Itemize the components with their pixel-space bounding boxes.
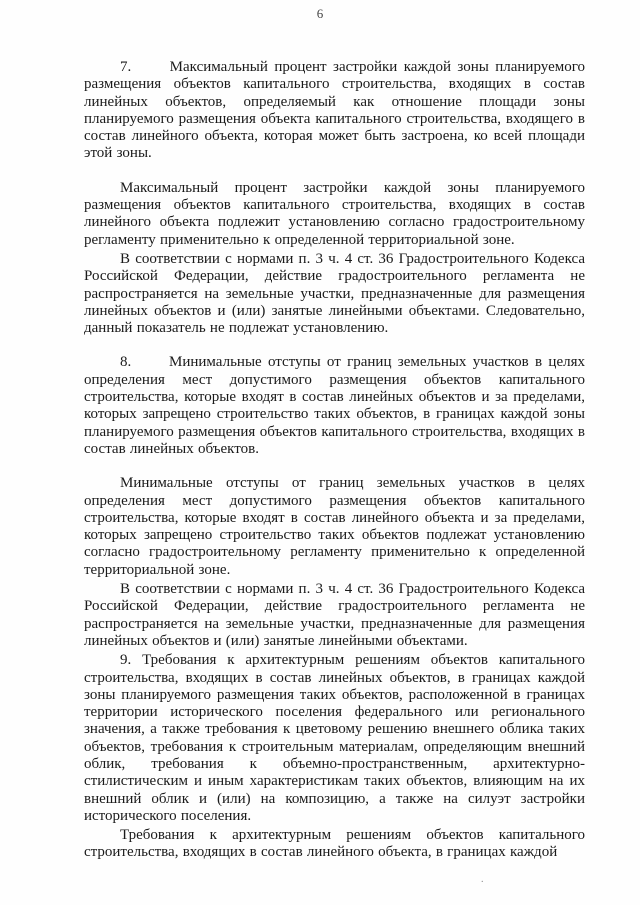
page-speck-mark: . — [481, 874, 484, 885]
paragraph-item-7-legal-note: В соответствии с нормами п. 3 ч. 4 ст. 36 Градостроительного Кодекса Российской Федерации, действие градостроительного регламента не распространяется на земельные участки, предназначенные для размещения линейных объектов и (или) занятые линейными объектами. Следовательно, данный показатель не подлежат установлению. — [84, 250, 585, 337]
document-body — [84, 59, 585, 862]
page-number: 6 — [316, 6, 324, 21]
paragraph-item-8: 8. Минимальные отступы от границ земельных участков в целях определения мест допустимого размещения объектов капитального строительства, которые входят в состав линейных объектов и за пределами, которых запрещено строительство таких объектов, в границах каждой зоны планируемого размещения объектов капитального строительства, входящих в состав линейных объектов. — [84, 354, 585, 457]
paragraph-item-9-subtext: Требования к архитектурным решениям объектов капитального строительства, входящих в состав линейного объекта, в границах каждой — [84, 827, 585, 861]
paragraph-item-7: 7. Максимальный процент застройки каждой зоны планируемого размещения объектов капитального строительства, входящих в состав линейных объектов, определяемый как отношение площади зоны планируемого размещения объекта капитального строительства, входящего в состав линейного объекта, которая может быть застроена, ко всей площади этой зоны. — [84, 59, 585, 162]
paragraph-item-8-legal-note: В соответствии с нормами п. 3 ч. 4 ст. 36 Градостроительного Кодекса Российской Федерации, действие градостроительного регламента не распространяется на земельные участки, предназначенные для размещения линейных объектов и (или) занятые линейными объектами. — [84, 581, 585, 649]
paragraph-item-9: 9. Требования к архитектурным решениям объектов капитального строительства, входящих в состав линейных объектов, в границах каждой зоны планируемого размещения таких объектов, расположенной в границах территории исторического поселения федерального или регионального значения, а также требования к цветовому решению внешнего облика таких объектов, требования к строительным материалам, определяющим внешний облик, требования к объемно-пространственным, архитектурно-стилистическим и иным характеристикам таких объектов, влияющим на их внешний облик и (или) на композицию, а также на силуэт застройки исторического поселения. — [84, 652, 585, 824]
paragraph-item-7-subtext: Максимальный процент застройки каждой зоны планируемого размещения объектов капитального строительства, входящих в состав линейного объекта подлежит установлению согласно градостроительному регламенту применительно к определенной территориальной зоне. — [84, 179, 585, 248]
paragraph-item-8-subtext: Минимальные отступы от границ земельных участков в целях определения мест допустимого размещения объектов капитального строительства, которые входят в состав линейного объекта и за пределами, которых запрещено строительство таких объектов подлежат установлению согласно градостроительному регламенту применительно к определенной территориальной зоне. — [84, 475, 585, 578]
